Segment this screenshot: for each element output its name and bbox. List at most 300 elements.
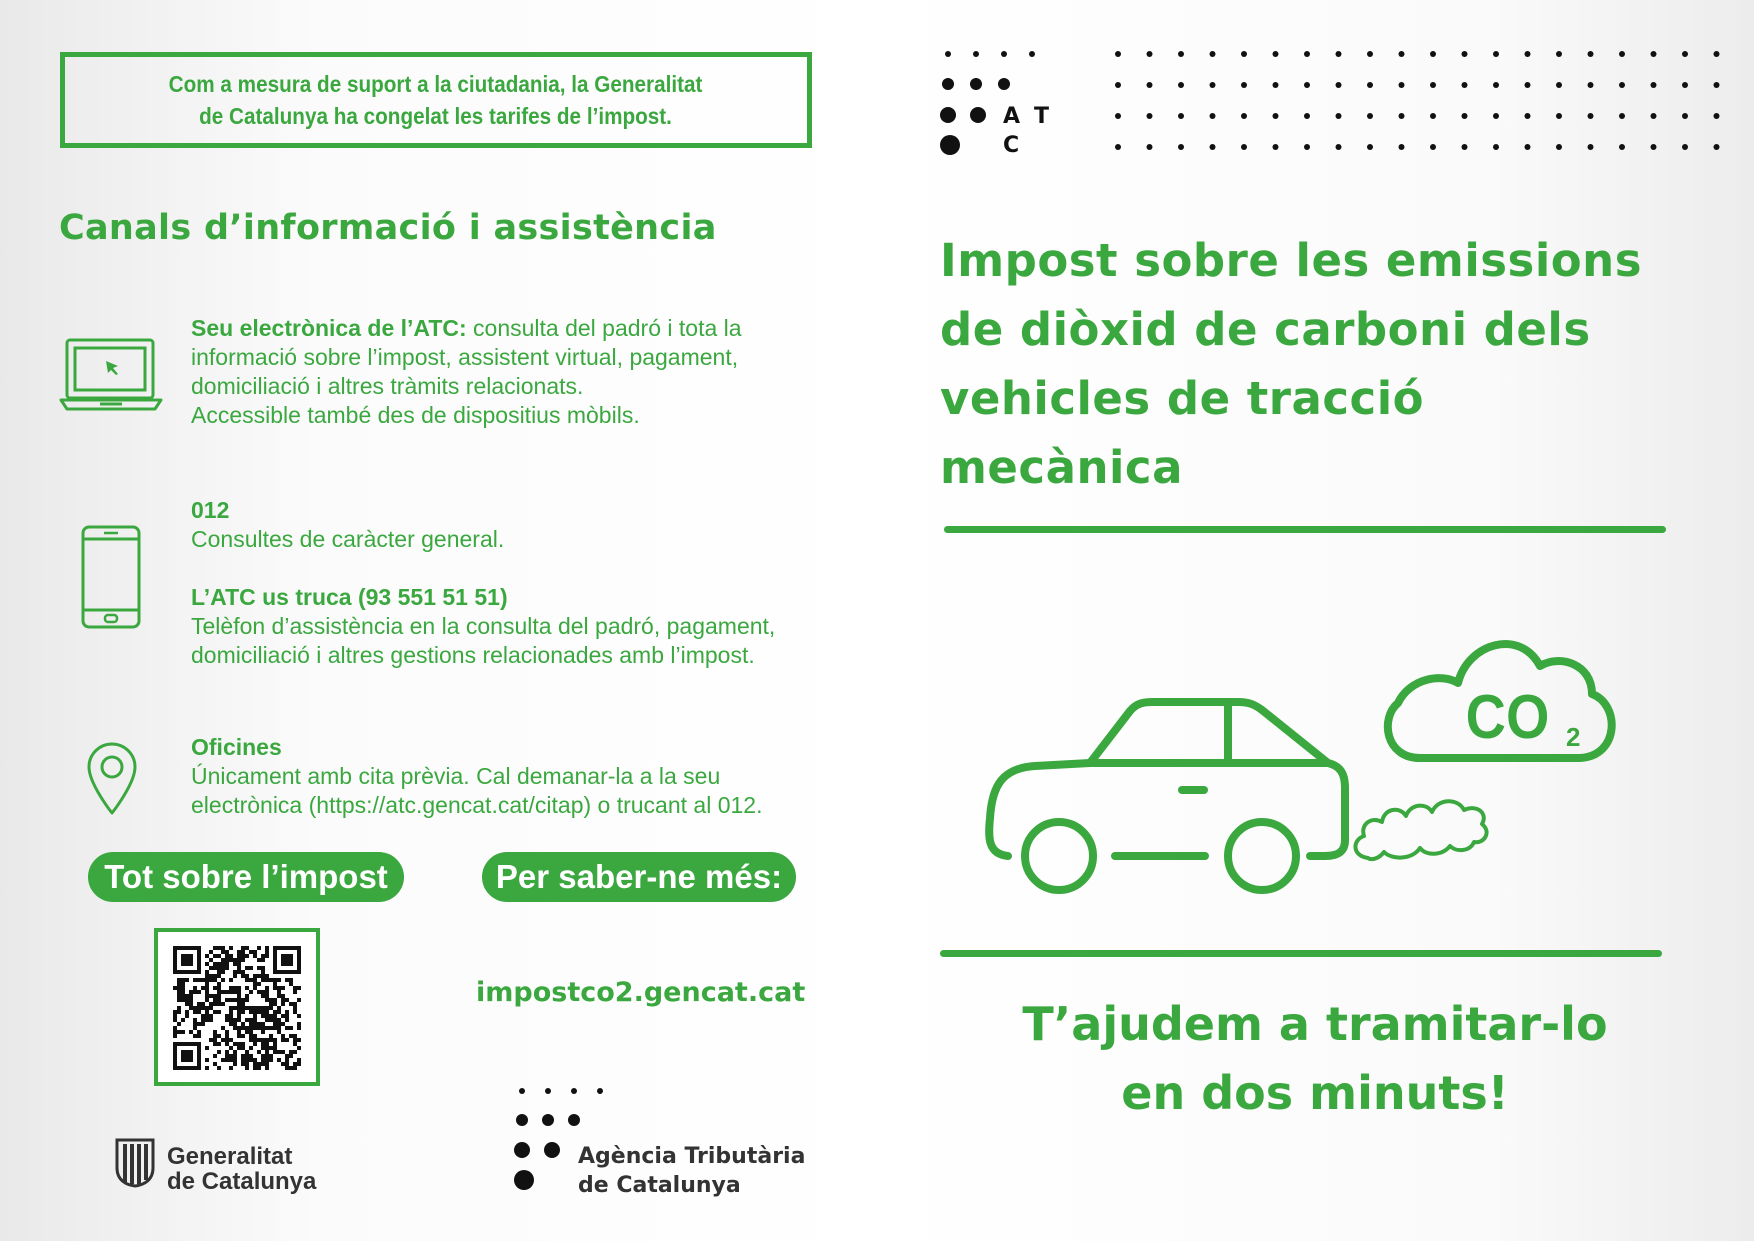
per-saber-button[interactable]: Per saber-ne més: [482,852,796,902]
qr-module [265,1046,269,1050]
qr-module [245,1054,249,1058]
qr-module [205,998,209,1002]
qr-module [237,994,241,998]
qr-module [225,1030,229,1034]
qr-module [261,1022,265,1026]
qr-module [297,1014,301,1018]
qr-module [277,1050,281,1054]
qr-module [213,994,217,998]
exhaust-smoke-icon [1355,801,1486,859]
qr-module [281,1022,285,1026]
qr-module [237,970,241,974]
grid-dot [1147,51,1153,57]
grid-dot [1651,144,1657,150]
grid-dot [1399,82,1405,88]
qr-module [237,954,241,958]
grid-dot [1556,113,1562,119]
qr-module [277,1026,281,1030]
atc-letter-c: C [1003,133,1020,158]
grid-dot [1493,113,1499,119]
qr-module [293,1066,297,1070]
qr-module [209,1014,213,1018]
laptop-icon [58,337,164,413]
qr-module [281,1062,285,1066]
qr-module [205,978,209,982]
grid-dot [1115,51,1121,57]
qr-module [205,954,209,958]
qr-module [265,1042,269,1046]
qr-module [201,986,205,990]
qr-module [213,954,217,958]
qr-module [273,1050,277,1054]
tot-sobre-impost-button[interactable]: Tot sobre l’impost [88,852,404,902]
phone-title-012: 012 [191,497,230,523]
qr-module [197,1034,201,1038]
notice-box [60,52,812,148]
cta-line-1: T’ajudem a tramitar-lo [1022,997,1608,1051]
qr-module [241,1046,245,1050]
qr-module [229,954,233,958]
qr-module [221,990,225,994]
qr-module [217,1066,221,1070]
qr-module [233,1054,237,1058]
qr-module [229,1058,233,1062]
qr-module [257,1026,261,1030]
qr-module [189,998,193,1002]
qr-module [249,1034,253,1038]
title-line-3: vehicles de tracció [940,372,1425,425]
title-line-4: mecànica [940,441,1183,494]
grid-dot [1651,51,1657,57]
qr-module [229,1018,233,1022]
qr-module [177,1010,181,1014]
grid-dot [1588,144,1594,150]
qr-module [273,1018,277,1022]
qr-module [265,1010,269,1014]
atc-letter-a: A [1003,104,1021,129]
qr-module [245,994,249,998]
grid-dot [1682,82,1688,88]
qr-module [213,986,217,990]
qr-module [213,1038,217,1042]
qr-module [237,986,241,990]
qr-module [281,1034,285,1038]
qr-module [217,970,221,974]
qr-module [229,1066,233,1070]
qr-module [185,994,189,998]
qr-module [201,1006,205,1010]
qr-module [209,1038,213,1042]
qr-module [253,1034,257,1038]
qr-module [229,1046,233,1050]
qr-module [181,994,185,998]
seu-label: Seu electrònica de l’ATC: [191,315,467,341]
qr-module [257,1062,261,1066]
qr-module [297,986,301,990]
qr-module [273,1022,277,1026]
qr-module [201,1014,205,1018]
qr-module [281,998,285,1002]
title-line-2: de diòxid de carboni dels [940,303,1591,356]
qr-module [261,958,265,962]
qr-module [297,1026,301,1030]
phone-text-012: Consultes de caràcter general. [191,526,505,552]
qr-module [189,1030,193,1034]
qr-module [293,1002,297,1006]
qr-module [245,986,249,990]
grid-dot [1178,82,1184,88]
qr-module [261,1014,265,1018]
grid-dot [1619,144,1625,150]
qr-module [281,1050,285,1054]
qr-module [253,1026,257,1030]
qr-module [245,1030,249,1034]
qr-module [209,1018,213,1022]
qr-module [249,966,253,970]
qr-module [265,946,269,950]
qr-code[interactable] [154,928,320,1086]
qr-module [213,1062,217,1066]
grid-dot [1399,113,1405,119]
qr-module [185,998,189,1002]
qr-module [193,1034,197,1038]
qr-module [181,1018,185,1022]
qr-module [205,1010,209,1014]
qr-module [257,1022,261,1026]
title-line-1: Impost sobre les emissions [940,234,1642,287]
qr-module [217,974,221,978]
qr-module [193,1006,197,1010]
qr-module [241,998,245,1002]
qr-module [237,1010,241,1014]
qr-module [229,998,233,1002]
qr-module [177,1006,181,1010]
grid-dot [1210,144,1216,150]
qr-module [265,1062,269,1066]
qr-module [173,1026,177,1030]
qr-module [217,962,221,966]
qr-module [217,954,221,958]
qr-module [237,1018,241,1022]
qr-module [177,994,181,998]
qr-module [249,950,253,954]
qr-module [293,990,297,994]
qr-module [269,978,273,982]
grid-dot [1178,144,1184,150]
qr-module [225,1042,229,1046]
qr-module [221,1002,225,1006]
qr-module [293,1010,297,1014]
main-title [940,226,1700,502]
qr-module [257,1066,261,1070]
grid-dot [1556,144,1562,150]
seu-line-1: consulta del padró i tota la [466,315,742,341]
grid-dot [1147,113,1153,119]
qr-module [285,1038,289,1042]
qr-module [249,1054,253,1058]
qr-module [233,1026,237,1030]
qr-module [285,1018,289,1022]
qr-module [293,1038,297,1042]
qr-module [213,1002,217,1006]
qr-module [213,974,217,978]
qr-module [201,978,205,982]
website-link[interactable]: impostco2.gencat.cat [476,977,806,1008]
qr-module [273,982,277,986]
qr-module [281,986,285,990]
qr-module [265,990,269,994]
qr-module [277,1018,281,1022]
qr-module [249,1058,253,1062]
qr-module [261,978,265,982]
qr-module [225,1038,229,1042]
qr-module [285,1014,289,1018]
qr-module [221,1038,225,1042]
qr-module [277,978,281,982]
qr-module [209,1006,213,1010]
grid-dot [1588,113,1594,119]
qr-module [217,990,221,994]
oficines-line-1: Únicament amb cita prèvia. Cal demanar-la a la seu [191,763,721,789]
qr-module [173,1010,177,1014]
qr-module [265,1054,269,1058]
qr-module [265,1006,269,1010]
qr-module [253,1038,257,1042]
grid-dot [1367,144,1373,150]
qr-module [257,982,261,986]
grid-dot [1273,144,1279,150]
qr-module [245,1062,249,1066]
qr-module [185,978,189,982]
qr-module [213,1042,217,1046]
qr-module [285,998,289,1002]
grid-dot [1430,51,1436,57]
qr-module [261,1006,265,1010]
co2-subscript: 2 [1566,722,1581,752]
grid-dot [1588,82,1594,88]
qr-module [269,1034,273,1038]
qr-module [233,1006,237,1010]
qr-module [225,1050,229,1054]
qr-module [193,1018,197,1022]
qr-module [245,954,249,958]
qr-module [233,1018,237,1022]
grid-dot [1178,51,1184,57]
qr-module [197,1006,201,1010]
grid-dot [1115,144,1121,150]
qr-module [209,974,213,978]
qr-module [205,970,209,974]
qr-module [253,978,257,982]
qr-module [277,1006,281,1010]
qr-module [197,1022,201,1026]
qr-module [285,1066,289,1070]
grid-dot [1336,144,1342,150]
qr-module [289,978,293,982]
qr-module [205,994,209,998]
qr-module [261,954,265,958]
qr-module [297,998,301,1002]
qr-module [233,1062,237,1066]
qr-module [269,1058,273,1062]
grid-dot [1210,82,1216,88]
qr-module [229,1054,233,1058]
oficines-info [191,733,831,820]
grid-dot [1556,51,1562,57]
qr-module [257,966,261,970]
qr-module [249,1022,253,1026]
qr-module [293,1042,297,1046]
grid-dot [1210,113,1216,119]
qr-module [233,1042,237,1046]
qr-module [257,990,261,994]
qr-module [173,1018,177,1022]
qr-module [229,986,233,990]
grid-dot [1241,51,1247,57]
qr-module [217,994,221,998]
qr-module [181,1030,185,1034]
qr-module [221,962,225,966]
qr-module [221,1026,225,1030]
grid-dot [1714,144,1720,150]
grid-dot [1304,82,1310,88]
qr-module [229,990,233,994]
qr-module [213,1010,217,1014]
qr-module [233,1050,237,1054]
phone-title-atc: L’ATC us truca (93 551 51 51) [191,584,508,610]
grid-dot [1304,51,1310,57]
qr-module [265,1038,269,1042]
grid-dot [1178,113,1184,119]
seu-line-3: domiciliació i altres tràmits relacionats. [191,373,584,399]
divider-top [944,526,1666,533]
qr-module [249,1046,253,1050]
qr-module [205,990,209,994]
qr-module [225,990,229,994]
qr-module [237,1006,241,1010]
grid-dot [1682,144,1688,150]
qr-module [209,950,213,954]
qr-module [177,982,181,986]
smartphone-icon [80,524,142,630]
qr-module [197,1002,201,1006]
qr-module [289,1066,293,1070]
grid-dot [1241,113,1247,119]
qr-module [197,1010,201,1014]
qr-module [269,1002,273,1006]
grid-dot [1619,113,1625,119]
grid-dot [1714,82,1720,88]
qr-module [221,946,225,950]
qr-module [233,958,237,962]
qr-module [181,986,185,990]
qr-module [261,974,265,978]
qr-module [293,1034,297,1038]
qr-module [233,974,237,978]
grid-dot [1304,113,1310,119]
qr-module [237,1026,241,1030]
qr-module [241,1054,245,1058]
qr-module [289,1026,293,1030]
qr-module [265,1014,269,1018]
grid-dot [1304,144,1310,150]
grid-dot [1525,113,1531,119]
atc-text [578,1142,805,1200]
qr-module [237,962,241,966]
seu-line-2: informació sobre l’impost, assistent virtual, pagament, [191,344,739,370]
qr-module [221,978,225,982]
qr-module [269,1046,273,1050]
qr-module [265,1026,269,1030]
grid-dot [1462,82,1468,88]
qr-module [205,1046,209,1050]
qr-module [265,986,269,990]
qr-module [285,978,289,982]
cta-text [960,990,1670,1128]
qr-module [277,1022,281,1026]
qr-module [253,1066,257,1070]
qr-module [253,1006,257,1010]
qr-module [265,998,269,1002]
qr-module [233,1058,237,1062]
qr-module [237,1042,241,1046]
qr-module [261,1058,265,1062]
co2-label: CO [1465,683,1550,752]
qr-module [285,1062,289,1066]
qr-module [249,978,253,982]
qr-module [217,966,221,970]
qr-module [177,986,181,990]
qr-code-graphic [158,932,316,1082]
qr-module [241,974,245,978]
qr-module [237,1002,241,1006]
qr-module [229,1014,233,1018]
qr-module [289,1054,293,1058]
qr-module [225,1058,229,1062]
seu-info [191,314,831,430]
qr-module [273,1014,277,1018]
qr-module [241,1062,245,1066]
qr-module [261,1030,265,1034]
qr-module [253,1062,257,1066]
qr-module [253,950,257,954]
grid-dot [1525,82,1531,88]
qr-module [241,1042,245,1046]
grid-dot [1651,82,1657,88]
qr-module [253,1010,257,1014]
qr-module [237,1030,241,1034]
qr-module [245,998,249,1002]
qr-module [269,1018,273,1022]
qr-module [285,1010,289,1014]
qr-module [185,1014,189,1018]
grid-dot [1619,51,1625,57]
qr-module [269,1054,273,1058]
grid-dot [1336,51,1342,57]
qr-module [217,1042,221,1046]
qr-module [273,1026,277,1030]
qr-module [241,958,245,962]
qr-module [205,962,209,966]
qr-module [193,986,197,990]
qr-module [297,1062,301,1066]
qr-module [241,1006,245,1010]
qr-module [225,962,229,966]
qr-module [273,1046,277,1050]
qr-module [297,1038,301,1042]
qr-module [253,1022,257,1026]
grid-dot [1493,144,1499,150]
